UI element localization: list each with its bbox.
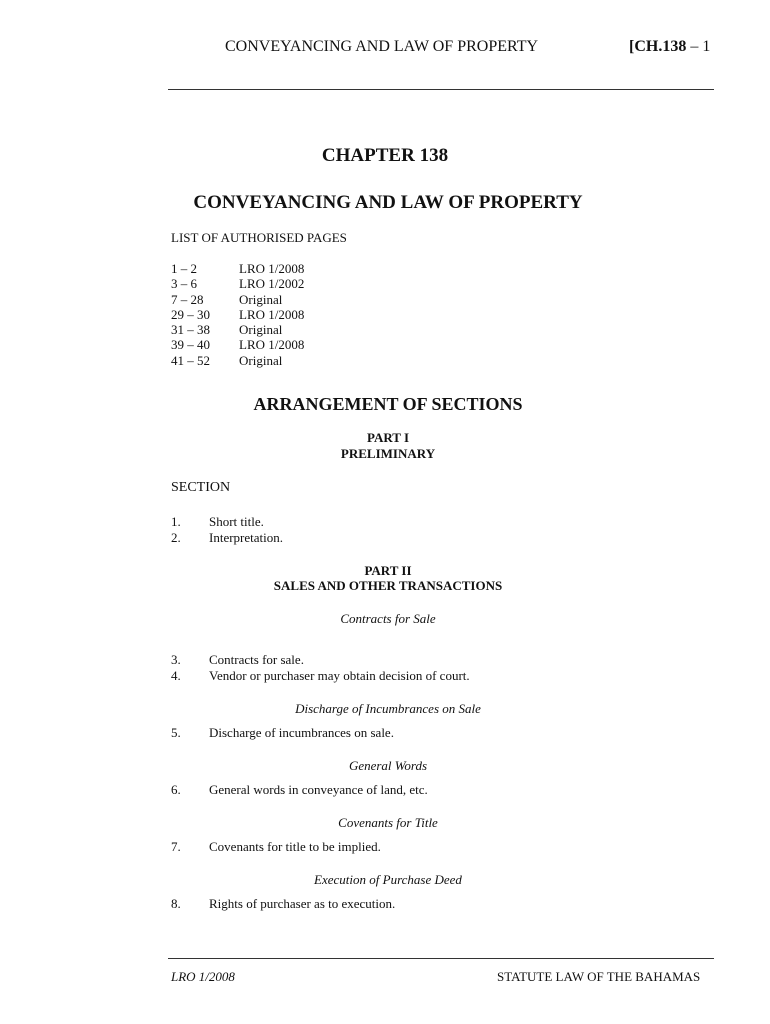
section-title: Contracts for sale. bbox=[209, 652, 304, 667]
page-row bbox=[171, 261, 304, 276]
page-status: Original bbox=[239, 291, 283, 307]
footer-revision: LRO 1/2008 bbox=[171, 969, 235, 984]
running-header-title: CONVEYANCING AND LAW OF PROPERTY bbox=[225, 38, 539, 55]
page-status: LRO 1/2008 bbox=[239, 261, 305, 276]
section-column-heading: SECTION bbox=[171, 480, 231, 495]
page-row bbox=[171, 276, 304, 291]
subheading: Contracts for Sale bbox=[340, 611, 436, 626]
chapter-ref-page: – 1 bbox=[686, 38, 711, 55]
chapter-ref-bold: [CH.138 bbox=[629, 38, 687, 55]
chapter-title: CONVEYANCING AND LAW OF PROPERTY bbox=[193, 192, 583, 213]
page-status: LRO 1/2008 bbox=[239, 337, 305, 353]
section-entry bbox=[171, 652, 304, 668]
page-range: 41 – 52 bbox=[171, 352, 210, 368]
page-status: LRO 1/2008 bbox=[239, 306, 305, 322]
section-number: 8. bbox=[171, 896, 181, 911]
section-title: Rights of purchaser as to execution. bbox=[209, 896, 396, 911]
running-header-chapter-ref bbox=[629, 38, 710, 56]
section-number: 1. bbox=[171, 514, 181, 529]
section-entry bbox=[171, 668, 470, 684]
page-row bbox=[171, 322, 304, 337]
section-title: Short title. bbox=[209, 514, 264, 529]
section-entry bbox=[171, 896, 395, 912]
header-rule bbox=[168, 89, 714, 90]
page-row bbox=[171, 353, 304, 368]
section-title: Discharge of incumbrances on sale. bbox=[209, 725, 394, 740]
part-label: PART I bbox=[366, 430, 410, 445]
section-number: 2. bbox=[171, 530, 181, 545]
authorised-pages-list bbox=[171, 261, 304, 368]
section-title: General words in conveyance of land, etc. bbox=[209, 782, 428, 797]
subheading: Execution of Purchase Deed bbox=[314, 872, 462, 887]
page-range: 7 – 28 bbox=[171, 291, 204, 307]
page-status: LRO 1/2002 bbox=[239, 276, 305, 292]
part-title: SALES AND OTHER TRANSACTIONS bbox=[273, 578, 503, 593]
page-range: 3 – 6 bbox=[171, 276, 197, 292]
section-entry bbox=[171, 839, 381, 855]
page-status: Original bbox=[239, 352, 283, 368]
section-entry bbox=[171, 514, 264, 530]
page-range: 31 – 38 bbox=[171, 322, 210, 338]
section-title: Interpretation. bbox=[209, 530, 283, 545]
page-range: 39 – 40 bbox=[171, 337, 210, 353]
section-number: 6. bbox=[171, 782, 181, 797]
section-number: 5. bbox=[171, 725, 181, 740]
page-range: 1 – 2 bbox=[171, 261, 197, 276]
authorised-pages-heading: LIST OF AUTHORISED PAGES bbox=[171, 230, 347, 245]
part-title: PRELIMINARY bbox=[340, 446, 436, 461]
arrangement-heading: ARRANGEMENT OF SECTIONS bbox=[253, 394, 523, 414]
section-number: 3. bbox=[171, 652, 181, 667]
footer-publication: STATUTE LAW OF THE BAHAMAS bbox=[497, 969, 701, 984]
page-row bbox=[171, 292, 304, 307]
section-number: 4. bbox=[171, 668, 181, 683]
section-title: Vendor or purchaser may obtain decision of court. bbox=[209, 668, 470, 683]
page-status: Original bbox=[239, 322, 283, 338]
subheading: Discharge of Incumbrances on Sale bbox=[295, 701, 481, 716]
section-number: 7. bbox=[171, 839, 181, 854]
subheading: Covenants for Title bbox=[338, 815, 438, 830]
section-entry bbox=[171, 725, 394, 741]
page-row bbox=[171, 337, 304, 352]
chapter-number: CHAPTER 138 bbox=[321, 145, 449, 166]
section-entry bbox=[171, 782, 428, 798]
section-entry bbox=[171, 530, 283, 546]
subheading: General Words bbox=[348, 758, 428, 773]
part-label: PART II bbox=[364, 563, 412, 578]
section-title: Covenants for title to be implied. bbox=[209, 839, 381, 854]
footer-rule bbox=[168, 958, 714, 959]
page-range: 29 – 30 bbox=[171, 306, 210, 322]
page-row bbox=[171, 307, 304, 322]
